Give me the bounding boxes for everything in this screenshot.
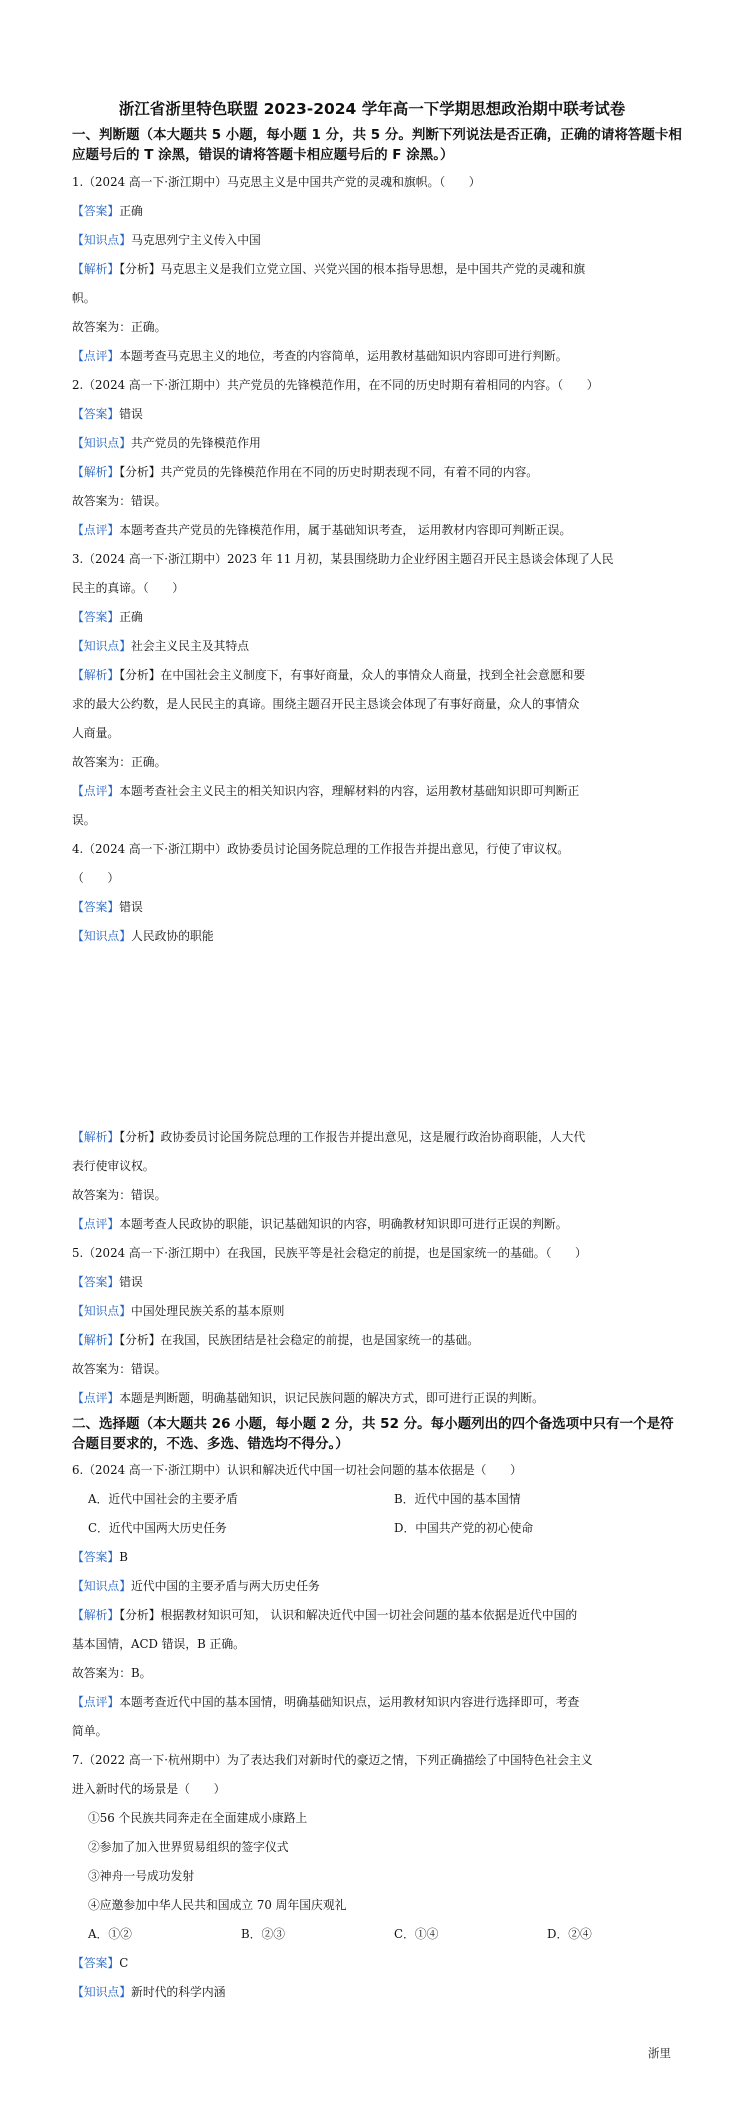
q5-answer: 错误 xyxy=(119,1275,143,1289)
q6-answer: B xyxy=(119,1550,128,1564)
fenxi-label: 【分析】 xyxy=(119,1333,161,1347)
review-label: 点评 xyxy=(83,1695,108,1709)
q7-option-b: B．②③ xyxy=(241,1927,286,1941)
q1-result: 故答案为：正确。 xyxy=(72,320,167,334)
q6-review: 本题考查近代中国的基本国情，明确基础知识点，运用教材知识内容进行选择即可，考查 xyxy=(119,1695,580,1709)
review-label: 点评 xyxy=(83,1391,108,1405)
analysis-label: 解析 xyxy=(83,1608,108,1622)
q5-answer-row: 【答案】错误 xyxy=(72,1275,143,1289)
q1-review-row: 【点评】本题考查马克思主义的地位，考查的内容简单，运用教材基础知识内容即可进行判断。 xyxy=(72,349,568,363)
q2-analysis-row: 【解析】【分析】共产党员的先锋模范作用在不同的历史时期表现不同，有着不同的内容。 xyxy=(72,465,539,479)
q3-stem: 3.（2024 高一下·浙江期中）2023 年 11 月初，某县围绕助力企业纾困主题召开民主恳谈会体现了人民 xyxy=(72,552,614,566)
q2-stem: 2.（2024 高一下·浙江期中）共产党员的先锋模范作用，在不同的历史时期有着相同的内容。（ ） xyxy=(72,378,599,392)
analysis-label: 解析 xyxy=(83,465,108,479)
q5-analysis-row: 【解析】【分析】在我国，民族团结是社会稳定的前提，也是国家统一的基础。 xyxy=(72,1333,480,1347)
q2-answer-row: 【答案】错误 xyxy=(72,407,143,421)
point-label: 知识点 xyxy=(83,1304,120,1318)
answer-label: 答案 xyxy=(83,900,108,914)
q7-answer-row: 【答案】C xyxy=(72,1956,129,1970)
q1-answer-row: 【答案】正确 xyxy=(72,204,143,218)
q2-review: 本题考查共产党员的先锋模范作用，属于基础知识考查， 运用教材内容即可判断正误。 xyxy=(119,523,572,537)
answer-label: 答案 xyxy=(83,1956,108,1970)
section-2-heading: 二、选择题（本大题共 26 小题，每小题 2 分，共 52 分。每小题列出的四个备选项中只有一个是符合题目要求的，不选、多选、错选均不得分。） xyxy=(72,1416,674,1452)
analysis-label: 解析 xyxy=(83,1130,108,1144)
q7-statement-2: ②参加了加入世界贸易组织的签字仪式 xyxy=(88,1840,289,1854)
q2-analysis: 共产党员的先锋模范作用在不同的历史时期表现不同，有着不同的内容。 xyxy=(160,465,539,479)
q7-stem-cont: 进入新时代的场景是（ ） xyxy=(72,1782,226,1796)
q4-stem: 4.（2024 高一下·浙江期中）政协委员讨论国务院总理的工作报告并提出意见，行使了审议权。 xyxy=(72,842,570,856)
point-label: 知识点 xyxy=(83,639,120,653)
q6-point: 近代中国的主要矛盾与两大历史任务 xyxy=(131,1579,320,1593)
review-label: 点评 xyxy=(83,349,108,363)
q1-analysis-cont: 帜。 xyxy=(72,291,96,305)
q1-analysis: 马克思主义是我们立党立国、兴党兴国的根本指导思想，是中国共产党的灵魂和旗 xyxy=(160,262,586,276)
analysis-label: 解析 xyxy=(83,668,108,682)
q1-review: 本题考查马克思主义的地位，考查的内容简单，运用教材基础知识内容即可进行判断。 xyxy=(119,349,568,363)
q3-analysis-cont: 求的最大公约数，是人民民主的真谛。围绕主题召开民主恳谈会体现了有事好商量，众人的事情众 xyxy=(72,697,580,711)
q5-stem: 5.（2024 高一下·浙江期中）在我国，民族平等是社会稳定的前提，也是国家统一的基础。（ ） xyxy=(72,1246,587,1260)
point-label: 知识点 xyxy=(83,929,120,943)
analysis-label: 解析 xyxy=(83,1333,108,1347)
q7-point: 新时代的科学内涵 xyxy=(131,1985,226,1999)
q4-analysis-row: 【解析】【分析】政协委员讨论国务院总理的工作报告并提出意见，这是履行政治协商职能，人大代 xyxy=(72,1130,586,1144)
q1-stem: 1.（2024 高一下·浙江期中）马克思主义是中国共产党的灵魂和旗帜。（ ） xyxy=(72,175,481,189)
answer-label: 答案 xyxy=(83,204,108,218)
q7-option-c: C．①④ xyxy=(394,1927,439,1941)
q3-answer-row: 【答案】正确 xyxy=(72,610,143,624)
q6-analysis: 根据教材知识可知， 认识和解决近代中国一切社会问题的基本依据是近代中国的 xyxy=(160,1608,578,1622)
q4-answer-row: 【答案】错误 xyxy=(72,900,143,914)
q4-review: 本题考查人民政协的职能，识记基础知识的内容，明确教材知识即可进行正误的判断。 xyxy=(119,1217,568,1231)
q3-analysis: 在中国社会主义制度下，有事好商量，众人的事情众人商量，找到全社会意愿和要 xyxy=(160,668,586,682)
q6-stem: 6.（2024 高一下·浙江期中）认识和解决近代中国一切社会问题的基本依据是（ ） xyxy=(72,1463,522,1477)
q6-answer-row: 【答案】B xyxy=(72,1550,128,1564)
q3-review-row: 【点评】本题考查社会主义民主的相关知识内容，理解材料的内容，运用教材基础知识即可判断正 xyxy=(72,784,580,798)
section-1-heading: 一、判断题（本大题共 5 小题，每小题 1 分，共 5 分。判断下列说法是否正确，正确的请将答题卡相应题号后的 T 涂黑，错误的请将答题卡相应题号后的 F 涂黑。） xyxy=(72,127,682,163)
q6-option-c: C．近代中国两大历史任务 xyxy=(88,1521,227,1535)
q5-point-row: 【知识点】中国处理民族关系的基本原则 xyxy=(72,1304,285,1318)
q7-statement-3: ③神舟一号成功发射 xyxy=(88,1869,195,1883)
point-label: 知识点 xyxy=(83,1579,120,1593)
document-title: 浙江省浙里特色联盟 2023-2024 学年高一下学期思想政治期中联考试卷 xyxy=(118,100,626,118)
q3-result: 故答案为：正确。 xyxy=(72,755,167,769)
q6-analysis-row: 【解析】【分析】根据教材知识可知， 认识和解决近代中国一切社会问题的基本依据是近代中国的 xyxy=(72,1608,578,1622)
questions-block-2 xyxy=(72,1123,684,1413)
q6-options-row-1 xyxy=(72,1485,684,1514)
q7-answer: C xyxy=(119,1956,129,1970)
q4-analysis-cont: 表行使审议权。 xyxy=(72,1159,155,1173)
q2-point: 共产党员的先锋模范作用 xyxy=(131,436,261,450)
q3-point: 社会主义民主及其特点 xyxy=(131,639,250,653)
q2-answer: 错误 xyxy=(119,407,143,421)
q1-answer: 正确 xyxy=(119,204,143,218)
questions-block-1 xyxy=(72,168,684,951)
q3-analysis-cont-2: 人商量。 xyxy=(72,726,120,740)
q1-analysis-row: 【解析】【分析】马克思主义是我们立党立国、兴党兴国的根本指导思想，是中国共产党的灵魂和旗 xyxy=(72,262,586,276)
q3-review: 本题考查社会主义民主的相关知识内容，理解材料的内容，运用教材基础知识即可判断正 xyxy=(119,784,580,798)
fenxi-label: 【分析】 xyxy=(119,668,161,682)
q4-stem-cont: （ ） xyxy=(72,871,120,885)
q6-review-cont: 简单。 xyxy=(72,1724,108,1738)
q2-review-row: 【点评】本题考查共产党员的先锋模范作用，属于基础知识考查， 运用教材内容即可判断正误。 xyxy=(72,523,572,537)
q7-point-row: 【知识点】新时代的科学内涵 xyxy=(72,1985,226,1999)
q4-answer: 错误 xyxy=(119,900,143,914)
review-label: 点评 xyxy=(83,784,108,798)
q5-review-row: 【点评】本题是判断题，明确基础知识，识记民族问题的解决方式，即可进行正误的判断。 xyxy=(72,1391,544,1405)
q3-stem-cont: 民主的真谛。（ ） xyxy=(72,581,185,595)
q6-result: 故答案为：B。 xyxy=(72,1666,152,1680)
q5-review: 本题是判断题，明确基础知识，识记民族问题的解决方式，即可进行正误的判断。 xyxy=(119,1391,544,1405)
point-label: 知识点 xyxy=(83,1985,120,1999)
q7-stem: 7.（2022 高一下·杭州期中）为了表达我们对新时代的豪迈之情，下列正确描绘了中国特色社会主义 xyxy=(72,1753,593,1767)
q1-point-row: 【知识点】马克思列宁主义传入中国 xyxy=(72,233,261,247)
q4-review-row: 【点评】本题考查人民政协的职能，识记基础知识的内容，明确教材知识即可进行正误的判断。 xyxy=(72,1217,568,1231)
q4-result: 故答案为：错误。 xyxy=(72,1188,167,1202)
q6-review-row: 【点评】本题考查近代中国的基本国情，明确基础知识点，运用教材知识内容进行选择即可，考查 xyxy=(72,1695,580,1709)
q4-point-row: 【知识点】人民政协的职能 xyxy=(72,929,214,943)
q6-point-row: 【知识点】近代中国的主要矛盾与两大历史任务 xyxy=(72,1579,320,1593)
q7-statement-4: ④应邀参加中华人民共和国成立 70 周年国庆观礼 xyxy=(88,1898,347,1912)
answer-label: 答案 xyxy=(83,1550,108,1564)
q5-result: 故答案为：错误。 xyxy=(72,1362,167,1376)
point-label: 知识点 xyxy=(83,233,120,247)
point-label: 知识点 xyxy=(83,436,120,450)
q6-analysis-cont: 基本国情，ACD 错误，B 正确。 xyxy=(72,1637,245,1651)
q6-option-a: A．近代中国社会的主要矛盾 xyxy=(88,1492,239,1506)
q7-options-row xyxy=(72,1920,684,1949)
q2-result: 故答案为：错误。 xyxy=(72,494,167,508)
q4-point: 人民政协的职能 xyxy=(131,929,214,943)
q7-option-d: D．②④ xyxy=(547,1927,592,1941)
fenxi-label: 【分析】 xyxy=(119,1608,161,1622)
fenxi-label: 【分析】 xyxy=(119,1130,161,1144)
q4-analysis: 政协委员讨论国务院总理的工作报告并提出意见，这是履行政治协商职能，人大代 xyxy=(160,1130,586,1144)
q3-answer: 正确 xyxy=(119,610,143,624)
q1-point: 马克思列宁主义传入中国 xyxy=(131,233,261,247)
answer-label: 答案 xyxy=(83,610,108,624)
review-label: 点评 xyxy=(83,523,108,537)
page-footer: 浙里 xyxy=(648,2046,671,2060)
review-label: 点评 xyxy=(83,1217,108,1231)
analysis-label: 解析 xyxy=(83,262,108,276)
fenxi-label: 【分析】 xyxy=(119,262,161,276)
q3-review-cont: 误。 xyxy=(72,813,96,827)
q5-analysis: 在我国，民族团结是社会稳定的前提，也是国家统一的基础。 xyxy=(160,1333,480,1347)
q6-option-d: D．中国共产党的初心使命 xyxy=(394,1521,534,1535)
answer-label: 答案 xyxy=(83,407,108,421)
q3-point-row: 【知识点】社会主义民主及其特点 xyxy=(72,639,250,653)
q6-options-row-2 xyxy=(72,1514,684,1543)
questions-block-3 xyxy=(72,1456,684,2007)
fenxi-label: 【分析】 xyxy=(119,465,161,479)
q6-option-b: B．近代中国的基本国情 xyxy=(394,1492,521,1506)
answer-label: 答案 xyxy=(83,1275,108,1289)
q3-analysis-row: 【解析】【分析】在中国社会主义制度下，有事好商量，众人的事情众人商量，找到全社会意愿和要 xyxy=(72,668,586,682)
q2-point-row: 【知识点】共产党员的先锋模范作用 xyxy=(72,436,261,450)
q7-option-a: A．①② xyxy=(88,1927,132,1941)
q5-point: 中国处理民族关系的基本原则 xyxy=(131,1304,285,1318)
q7-statement-1: ①56 个民族共同奔走在全面建成小康路上 xyxy=(88,1811,308,1825)
